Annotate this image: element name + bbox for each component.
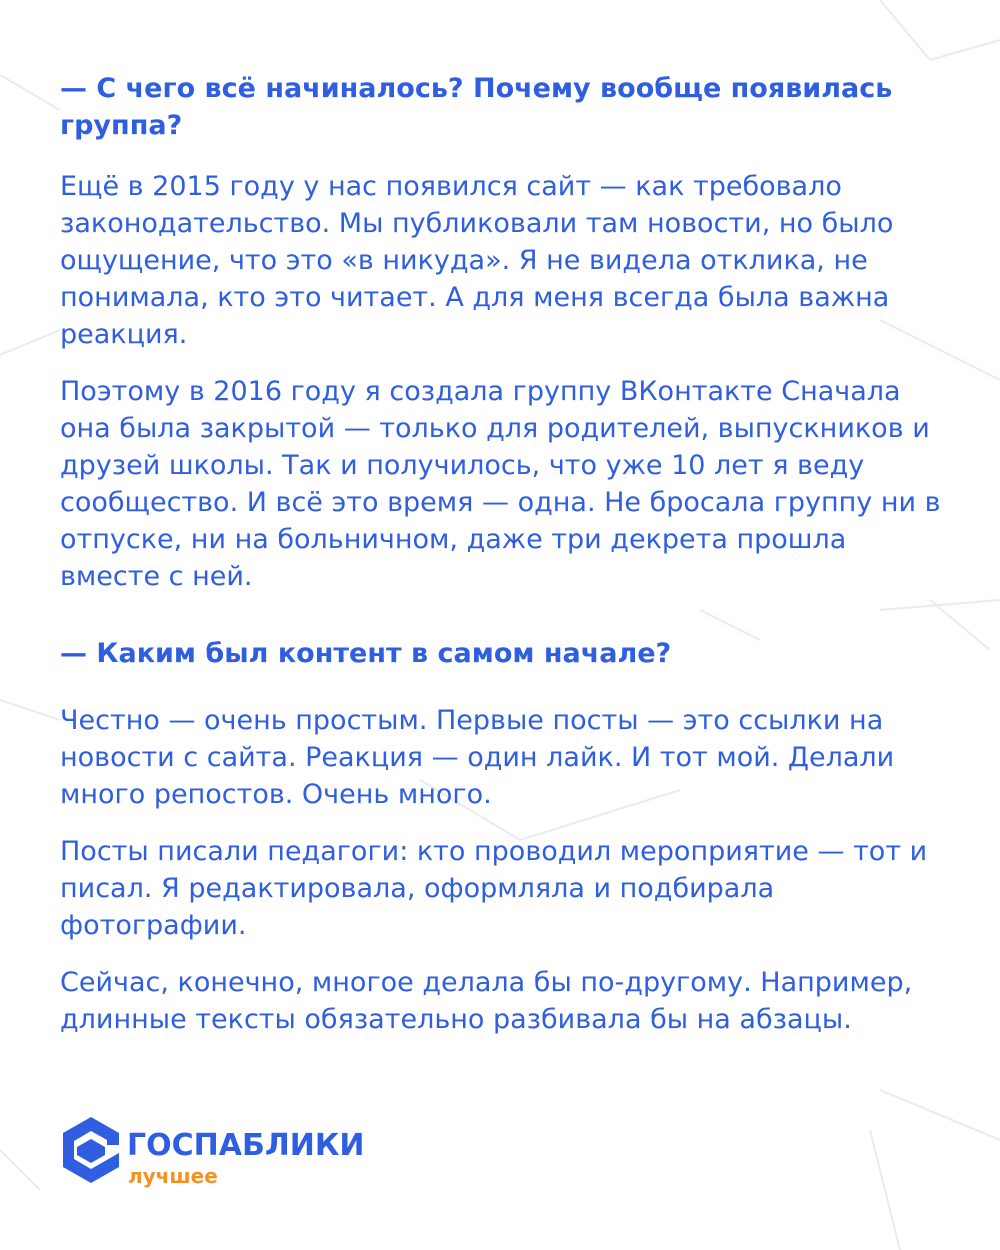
- answer-paragraph-2: Поэтому в 2016 году я создала группу ВКонтакте Сначала она была закрытой — только для родителей, выпускников и друзей школы. Так и получилось, что уже 10 лет я веду сообщество. И всё это время — одна. Не бросала группу ни в отпуске, ни на больничном, даже три декрета прошла вместе с ней.: [60, 376, 941, 592]
- logo-subtitle: лучшее: [128, 1164, 218, 1188]
- question-heading-2: — Каким был контент в самом начале?: [60, 638, 672, 669]
- logo-title: ГОСПАБЛИКИ: [127, 1128, 365, 1163]
- answer-paragraph-3: Честно — очень простым. Первые посты — это ссылки на новости с сайта. Реакция — один лайк. И тот мой. Делали много репостов. Очень много.: [60, 705, 895, 810]
- article-body: [60, 70, 950, 1038]
- hexagon-g-logo-icon: [60, 1115, 122, 1185]
- answer-paragraph-5: Сейчас, конечно, многое делала бы по-другому. Например, длинные тексты обязательно разбивала бы на абзацы.: [60, 967, 913, 1035]
- gospabliki-logo: [60, 1115, 380, 1195]
- answer-paragraph-1: Ещё в 2015 году у нас появился сайт — как требовало законодательство. Мы публиковали там новости, но было ощущение, что это «в никуда». Я не видела отклика, не понимала, кто это читает. А для меня всегда была важна реакция.: [60, 171, 894, 350]
- question-heading-1: — С чего всё начиналось? Почему вообще появилась группа?: [60, 73, 893, 141]
- answer-paragraph-4: Посты писали педагоги: кто проводил мероприятие — тот и писал. Я редактировала, оформляла и подбирала фотографии.: [60, 836, 928, 941]
